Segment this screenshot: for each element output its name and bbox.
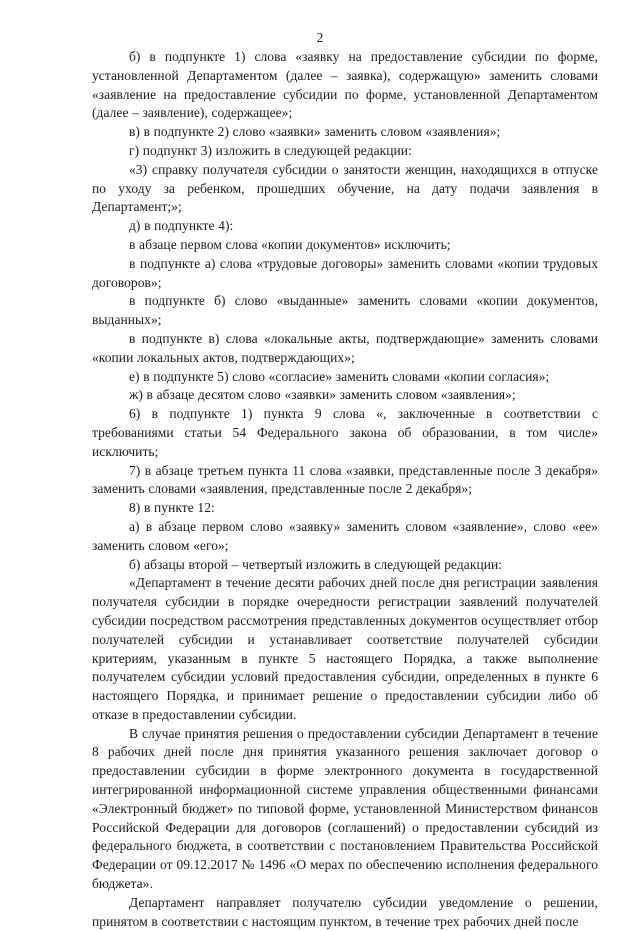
paragraph: е) в подпункте 5) слово «согласие» заменить словами «копии согласия»; (129, 368, 550, 384)
paragraph: в подпункте в) слова «локальные акты, подтверждающие» заменить словами «копии локальных актов, подтверждающих»; (92, 330, 598, 365)
paragraph: в абзаце первом слова «копии документов» исключить; (129, 236, 451, 252)
paragraph: в подпункте а) слова «трудовые договоры» заменить словами «копии трудовых договоров»; (92, 255, 598, 290)
paragraph: 8) в пункте 12: (129, 500, 215, 516)
paragraph: 7) в абзаце третьем пункта 11 слова «заявки, представленные после 3 декабря» заменить словами «заявления, представленные после 2 декабря»; (92, 462, 598, 497)
paragraph: б) абзацы второй – четвертый изложить в следующей редакции: (129, 556, 503, 572)
paragraph: 6) в подпункте 1) пункта 9 слова «, заключенные в соответствии с требованиями статьи 54 Федерального закона об образовании, в том числе» исключить; (92, 406, 598, 459)
paragraph: б) в подпункте 1) слова «заявку на предоставление субсидии по форме, установленной Департаментом (далее – заявка), содержащую» заменить словами «заявление на предоставление субсидии по форме, установленной Департаментом (далее – заявление), содержащее»; (92, 49, 598, 121)
paragraph: Департамент направляет получателю субсидии уведомление о решении, принятом в соответствии с настоящим пунктом, в течение трех рабочих дней после (92, 894, 598, 929)
paragraph: «Департамент в течение десяти рабочих дней после дня регистрации заявления получателя субсидии в порядке очередности регистрации заявлений получателей субсидии посредством рассмотрения представленных документов осуществляет отбор получателей субсидии и устанавливает соответствие получателей субсидии критериям, указанным в пункте 5 настоящего Порядка, а также выполнение получателем субсидии условий предоставления субсидии, определенных в пункте 6 настоящего Порядка, и принимает решение о предоставлении субсидии либо об отказе в предоставлении субсидии. (92, 575, 598, 722)
paragraph: ж) в абзаце десятом слово «заявки» заменить словом «заявления»; (129, 387, 516, 403)
paragraph: г) подпункт 3) изложить в следующей редакции: (129, 142, 412, 158)
paragraph: В случае принятия решения о предоставлении субсидии Департамент в течение 8 рабочих дней после дня принятия указанного решения заключает договор о предоставлении субсидии в форме электронного документа в государственной интегрированной информационной системе управления общественными финансами «Электронный бюджет» по типовой форме, установленной Министерством финансов Российской Федерации для договоров (соглашений) о предоставлении субсидий из федерального бюджета, в соответствии с постановлением Правительства Российской Федерации от 09.12.2017 № 1496 «О мерах по обеспечению исполнения федерального бюджета». (92, 725, 598, 892)
paragraph: «3) справку получателя субсидии о занятости женщин, находящихся в отпуске по уходу за ребенком, прошедших обучение, на дату подачи заявления в Департамент;»; (92, 161, 598, 215)
page-number: 2 (316, 30, 324, 45)
paragraph: а) в абзаце первом слово «заявку» заменить словом «заявление», слово «ее» заменить словом «его»; (92, 518, 598, 553)
paragraph: д) в подпункте 4): (129, 218, 234, 234)
paragraph: в) в подпункте 2) слово «заявки» заменить словом «заявления»; (129, 124, 501, 140)
document-body (92, 48, 598, 931)
paragraph: в подпункте б) слово «выданные» заменить словами «копии документов, выданных»; (92, 293, 598, 328)
